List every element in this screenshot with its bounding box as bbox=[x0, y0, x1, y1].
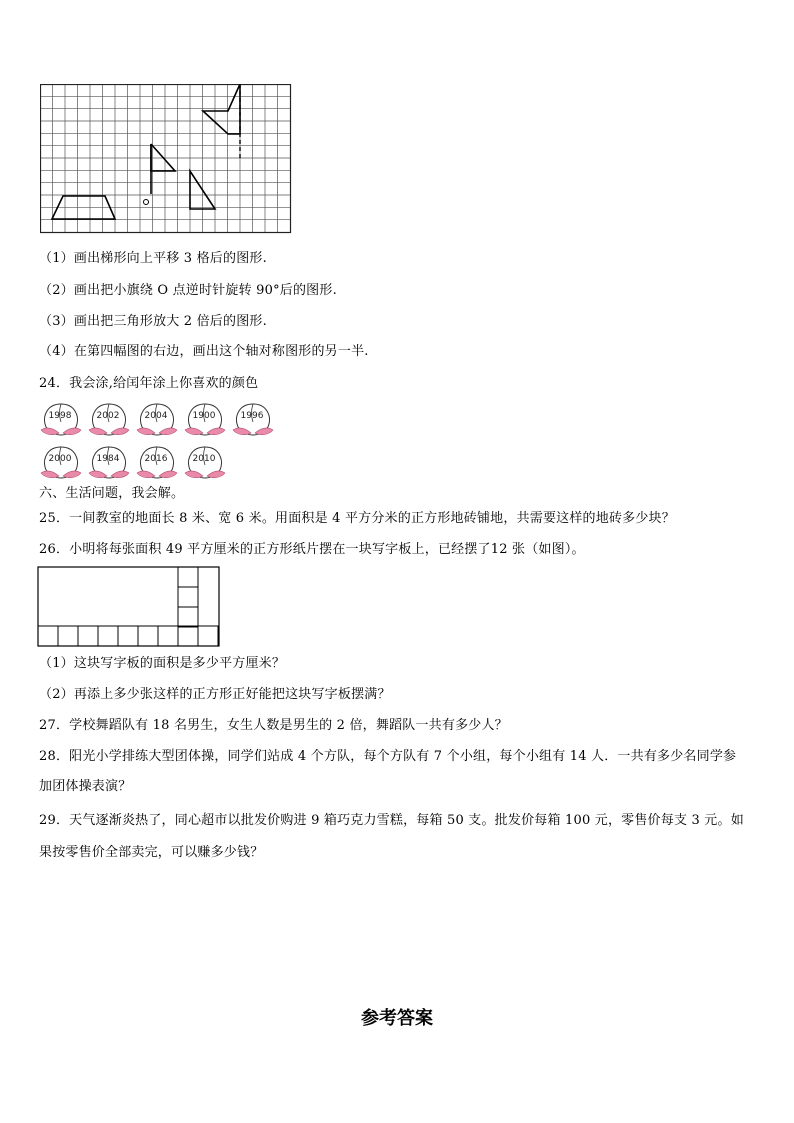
board-square bbox=[178, 626, 198, 646]
board-square bbox=[118, 626, 138, 646]
board-square bbox=[178, 567, 198, 587]
board-square bbox=[78, 626, 98, 646]
q23-part-2: （2）画出把小旗绕 O 点逆时针旋转 90°后的图形. bbox=[39, 283, 337, 298]
point-o bbox=[144, 200, 149, 205]
peach-year-item[interactable] bbox=[39, 400, 83, 438]
q28-line-2: 加团体操表演？ bbox=[39, 779, 132, 794]
peach-year-item[interactable] bbox=[183, 400, 227, 438]
grid bbox=[40, 84, 290, 232]
flag-shape bbox=[151, 144, 175, 194]
board-square bbox=[138, 626, 158, 646]
board-square bbox=[178, 607, 198, 627]
q26-sub-2: （2）再添上多少张这样的正方形正好能把这块写字板摆满？ bbox=[39, 687, 391, 702]
q29-line-1: 29．天气逐渐炎热了，同心超市以批发价购进 9 箱巧克力雪糕，每箱 50 支。批发价每箱 100 元，零售价每支 3 元。如 bbox=[39, 813, 744, 828]
peach-year-label: 2010 bbox=[192, 454, 216, 464]
board-square bbox=[58, 626, 78, 646]
peach-year-label: 1996 bbox=[240, 411, 264, 421]
q23-grid-figure bbox=[40, 84, 292, 234]
peach-year-item[interactable] bbox=[39, 443, 83, 481]
q23-part-3: （3）画出把三角形放大 2 倍后的图形. bbox=[39, 314, 267, 329]
peach-year-label: 2016 bbox=[144, 454, 168, 464]
peach-year-label: 2004 bbox=[144, 411, 168, 421]
q24-text: 24．我会涂,给闰年涂上你喜欢的颜色 bbox=[39, 376, 259, 391]
q26-board-figure bbox=[37, 566, 221, 648]
section-six-heading: 六、生活问题，我会解。 bbox=[39, 486, 185, 501]
board-square bbox=[38, 626, 58, 646]
board-square bbox=[198, 626, 218, 646]
board-square bbox=[98, 626, 118, 646]
peach-year-label: 1998 bbox=[48, 411, 72, 421]
board-square bbox=[158, 626, 178, 646]
peach-year-label: 2002 bbox=[96, 411, 120, 421]
peach-year-item[interactable] bbox=[231, 400, 275, 438]
answer-title: 参考答案 bbox=[361, 1008, 433, 1029]
q26-sub-1: （1）这块写字板的面积是多少平方厘米？ bbox=[39, 656, 286, 671]
q23-part-4: （4）在第四幅图的右边，画出这个轴对称图形的另一半. bbox=[39, 344, 369, 359]
peach-year-item[interactable] bbox=[135, 400, 179, 438]
peach-year-item[interactable] bbox=[87, 443, 131, 481]
q23-part-1: （1）画出梯形向上平移 3 格后的图形. bbox=[39, 251, 267, 266]
peach-year-label: 1900 bbox=[192, 411, 216, 421]
q27-text: 27．学校舞蹈队有 18 名男生，女生人数是男生的 2 倍，舞蹈队一共有多少人？ bbox=[39, 718, 508, 733]
q29-line-2: 果按零售价全部卖完，可以赚多少钱？ bbox=[39, 845, 264, 860]
peach-year-item[interactable] bbox=[183, 443, 227, 481]
peach-year-label: 2000 bbox=[48, 454, 72, 464]
q28-line-1: 28．阳光小学排练大型团体操，同学们站成 4 个方队，每个方队有 7 个小组，每个小组有 14 人．一共有多少名同学参 bbox=[39, 749, 737, 764]
q25-text: 25．一间教室的地面长 8 米、宽 6 米。用面积是 4 平方分米的正方形地砖铺地，共需要这样的地砖多少块？ bbox=[39, 511, 675, 526]
peach-year-label: 1984 bbox=[96, 454, 120, 464]
board-square bbox=[178, 587, 198, 607]
q26-text: 26．小明将每张面积 49 平方厘米的正方形纸片摆在一块写字板上，已经摆了12 张（如图）。 bbox=[39, 542, 585, 557]
peach-year-item[interactable] bbox=[87, 400, 131, 438]
peach-year-item[interactable] bbox=[135, 443, 179, 481]
